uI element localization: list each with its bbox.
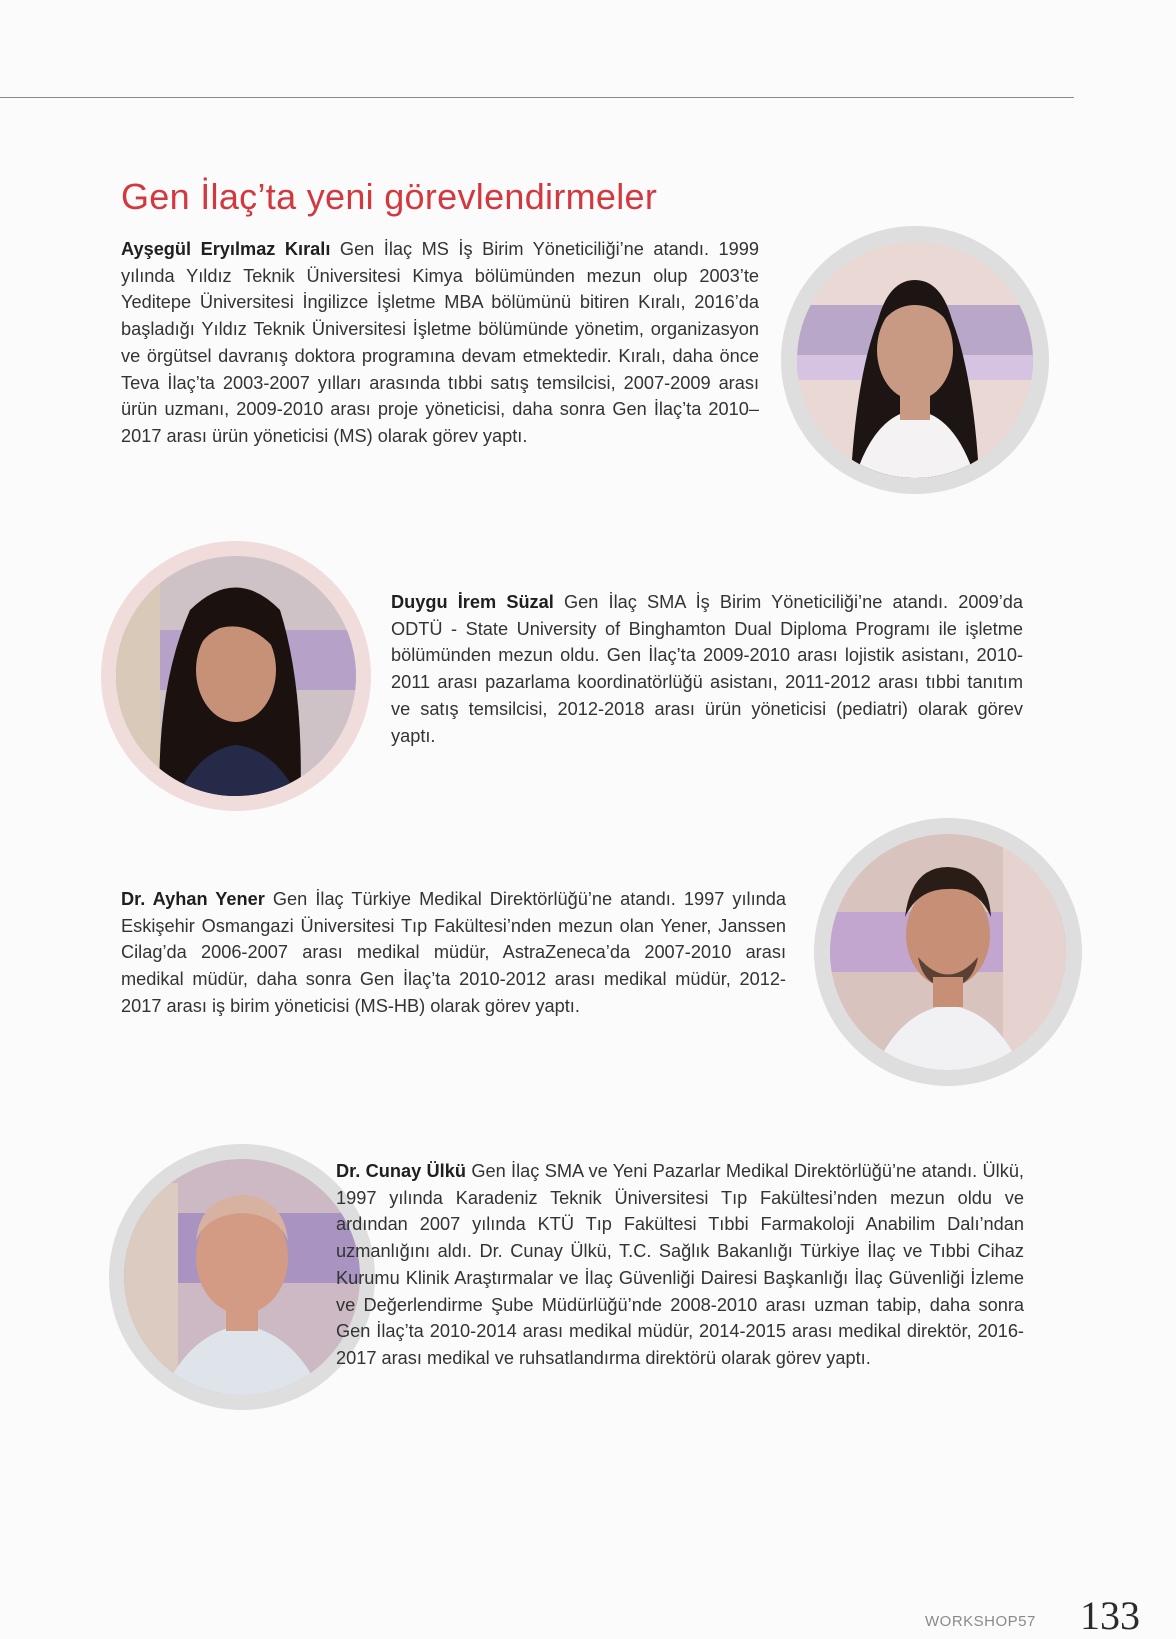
person-name: Duygu İrem Süzal [391,592,554,612]
person-name: Ayşegül Eryılmaz Kıralı [121,239,331,259]
portrait-yener [813,817,1083,1087]
bio-text: Gen İlaç SMA ve Yeni Pazarlar Medikal Direktörlüğü’ne atandı. Ülkü, 1997 yılında Karadeniz Teknik Üniversitesi Tıp Fakültesi’nden mezun oldu ve ardından 2007 yılında KTÜ Tıp Fakültesi Tıbbi Farmakoloji Anabilim Dalı’ndan uzmanlığını aldı. Dr. Cunay Ülkü, T.C. Sağlık Bakanlığı Türkiye İlaç ve Tıbbi Cihaz Kurumu Klinik Araştırmalar ve İlaç Güvenliği Dairesi Başkanlığı İlaç Güvenliği İzleme ve Değerlendirme Şube Müdürlüğü’nde 2008-2010 arası uzman tabip, daha sonra Gen İlaç’ta 2010-2014 arası medikal müdür, 2014-2015 arası medikal direktör, 2016-2017 arası medikal ve ruhsatlandırma direktörü olarak görev yaptı. [336,1161,1024,1368]
bio-text: Gen İlaç Türkiye Medikal Direktörlüğü’ne atandı. 1997 yılında Eskişehir Osmangazi Üniversitesi Tıp Fakültesi’nden mezun olan Yener, Janssen Cilag’da 2006-2007 arası medikal müdür, AstraZeneca’da 2007-2010 arası medikal müdür, daha sonra Gen İlaç’ta 2010-2012 arası medikal müdür, 2012- 2017 arası iş birim yöneticisi (MS-HB) olarak görev yaptı. [121,889,786,1016]
person-name: Dr. Cunay Ülkü [336,1161,466,1181]
bio-yener [121,886,786,1020]
portrait-kirali [780,225,1050,495]
person-name: Dr. Ayhan Yener [121,889,265,909]
page-number: 133 [1080,1593,1140,1638]
bio-text: Gen İlaç MS İş Birim Yöneticiliği’ne atandı. 1999 yılında Yıldız Teknik Üniversitesi Kimya bölümünden mezun olup 2003’te Yeditepe Üniversitesi İngilizce İşletme MBA bölümünü bitiren Kıralı, 2016’da başladığı Yıldız Teknik Üniversitesi İşletme bölümünde yönetim, organizasyon ve örgütsel davranış doktora programına devam etmektedir. Kıralı, daha önce Teva İlaç’ta 2003-2007 yılları arasında tıbbi satış temsilcisi, 2007-2009 arası ürün uzmanı, 2009-2010 arası proje yöneticisi, daha sonra Gen İlaç’ta 2010–2017 arası ürün yöneticisi (MS) olarak görev yaptı. [121,239,759,446]
bio-ulku [336,1158,1024,1372]
bio-suzal [391,589,1023,749]
bio-text: Gen İlaç SMA İş Birim Yöneticiliği’ne atandı. 2009’da ODTÜ - State University of Binghamton Dual Diploma Programı ile işletme bölümünden mezun oldu. Gen İlaç’ta 2009-2010 arası lojistik asistanı, 2010-2011 arası pazarlama koordinatörlüğü asistanı, 2011-2012 arası tıbbi tanıtım ve satış temsilcisi, 2012-2018 arası ürün yöneticisi (pediatri) olarak görev yaptı. [391,592,1024,746]
portrait-suzal [100,540,372,812]
magazine-name: WORKSHOP57 [925,1613,1036,1630]
top-rule [0,97,1074,98]
bio-kirali [121,236,759,450]
page-title: Gen İlaç’ta yeni görevlendirmeler [121,176,658,217]
